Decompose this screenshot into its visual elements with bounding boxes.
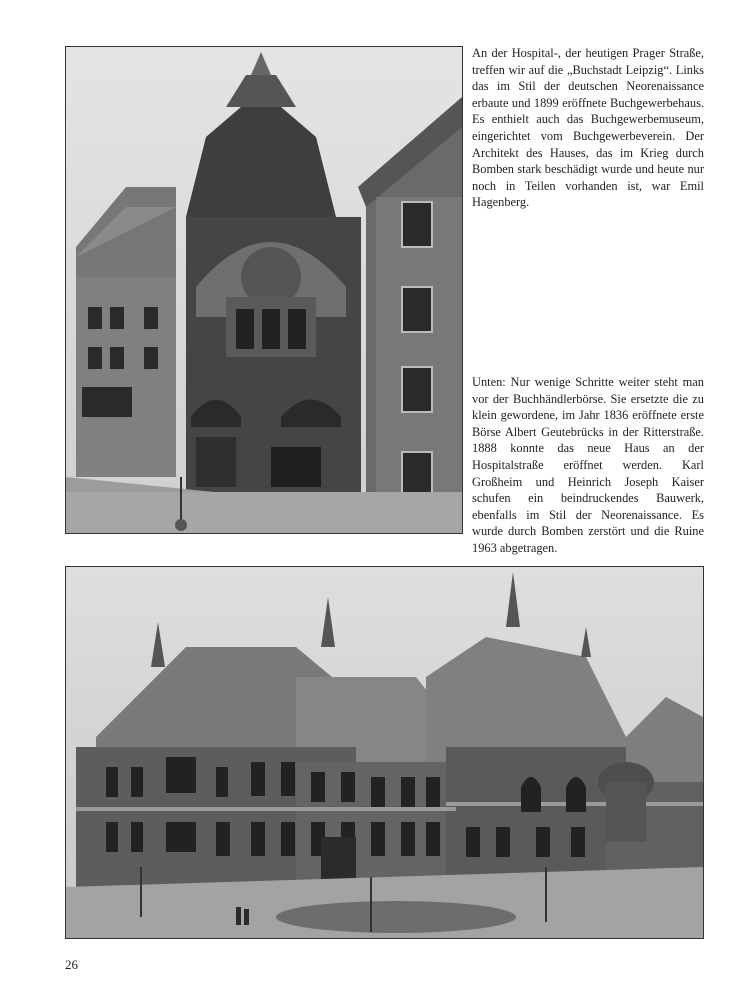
photo-buchgewerbehaus <box>65 46 463 534</box>
page-number: 26 <box>65 957 78 972</box>
caption-buchgewerbehaus: An der Hospital-, der heutigen Prager Straße, treffen wir auf die „Buchstadt Leipzig“. Links das im Stil der deutschen Neorenaissance erbaute und 1899 eröffnete Buchgewerbehaus. Es enthielt auch das Buchgewerbemuseum, eingerichtet vom Buchgewerbeverein. Der Architekt des Hauses, das im Krieg durch Bomben stark beschädigt wurde und heute nur noch in Teilen vorhanden ist, war Emil Hagenberg. <box>472 46 704 210</box>
photo-buchhaendlerboerse <box>65 566 704 939</box>
buchhaendlerboerse-illustration <box>66 567 703 938</box>
buchgewerbehaus-illustration <box>66 47 462 533</box>
caption-buchhaendlerboerse: Unten: Nur wenige Schritte weiter steht man vor der Buchhändlerbörse. Sie ersetzte die zu klein gewordene, im Jahr 1836 eröffnete erste Börse Albert Geutebrücks in der Ritterstraße. 1888 konnte das neue Haus an der Hospitalstraße eröffnet werden. Karl Großheim und Heinrich Joseph Kaiser schufen ein beindruckendes Bauwerk, ebenfalls im Stil der Neorenaissance. Es wurde durch Bomben zerstört und die Ruine 1963 abgetragen. <box>472 375 704 555</box>
